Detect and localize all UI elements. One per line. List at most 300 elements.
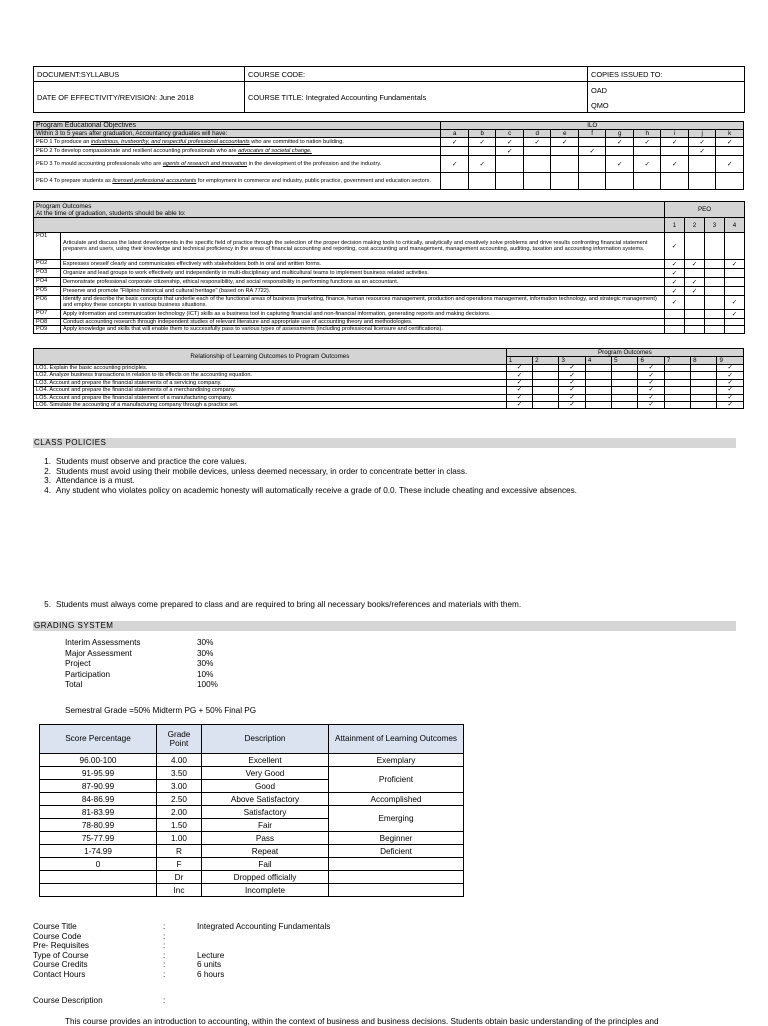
peo-check bbox=[661, 173, 689, 190]
grade-row bbox=[40, 767, 464, 780]
lo-check bbox=[664, 387, 690, 394]
policy-text: Students must observe and practice the core values. bbox=[56, 457, 247, 466]
po-check bbox=[665, 318, 685, 325]
course-description-label: Course Description bbox=[33, 996, 103, 1005]
lo-row bbox=[34, 379, 744, 386]
lo-check: ✓ bbox=[506, 402, 532, 409]
policy-number: 3. bbox=[44, 476, 51, 485]
lo-check bbox=[691, 372, 717, 379]
peo-check bbox=[688, 173, 716, 190]
lo-check: ✓ bbox=[506, 379, 532, 386]
lo-row bbox=[34, 365, 744, 372]
lo-check bbox=[691, 387, 717, 394]
grade-point: 3.50 bbox=[157, 767, 202, 780]
lo-row bbox=[34, 394, 744, 401]
lo-text: LO6. Simulate the accounting of a manufacturing company through a practice set. bbox=[34, 402, 507, 409]
peo-check: ✓ bbox=[688, 147, 716, 156]
po-title: Program Outcomes bbox=[36, 203, 92, 210]
grade-attainment: Exemplary bbox=[329, 754, 464, 767]
course-title-label: COURSE TITLE: Integrated Accounting Fundamentals bbox=[245, 82, 588, 113]
ilo-col-k: k bbox=[716, 130, 744, 138]
po-check: ✓ bbox=[685, 287, 705, 296]
po-id: PO6 bbox=[34, 296, 61, 310]
ilo-label: ILO bbox=[441, 122, 744, 130]
peo-check: ✓ bbox=[661, 138, 689, 147]
po-row bbox=[34, 318, 745, 325]
peo-check bbox=[551, 147, 579, 156]
po-row bbox=[34, 287, 745, 296]
lo-check: ✓ bbox=[638, 394, 664, 401]
grade-attainment-empty bbox=[329, 884, 464, 897]
grading-component-label: Total bbox=[65, 680, 83, 690]
grading-component-label: Participation bbox=[65, 669, 111, 679]
grade-description: Pass bbox=[202, 832, 329, 845]
po-check: ✓ bbox=[725, 309, 745, 318]
po-col-3: 3 bbox=[559, 357, 585, 365]
po-row bbox=[34, 269, 745, 278]
po-check bbox=[705, 233, 725, 260]
course-info-colon: : bbox=[163, 960, 166, 970]
grading-component-label: Interim Assessments bbox=[65, 638, 141, 647]
po-check bbox=[685, 233, 705, 260]
grade-description: Above Satisfactory bbox=[202, 793, 329, 806]
grade-score bbox=[40, 871, 157, 884]
po-row bbox=[34, 326, 745, 333]
peo-subtitle: Within 3 to 5 years after graduation, Accountancy graduates will have: bbox=[34, 130, 441, 138]
grade-point: Dr bbox=[157, 871, 202, 884]
po-id: PO4 bbox=[34, 278, 61, 287]
peo-check: ✓ bbox=[661, 156, 689, 173]
lo-check bbox=[533, 365, 559, 372]
po-col-7: 7 bbox=[664, 357, 690, 365]
peo-check bbox=[496, 156, 524, 173]
th-attainment: Attainment of Learning Outcomes bbox=[329, 725, 464, 754]
grade-attainment-empty bbox=[329, 858, 464, 871]
po-col-1: 1 bbox=[506, 357, 532, 365]
grading-component-value: 30% bbox=[197, 659, 214, 669]
grade-score bbox=[40, 884, 157, 897]
course-info-label: Course Credits bbox=[33, 960, 88, 970]
po-id: PO9 bbox=[34, 326, 61, 333]
po-col-4: 4 bbox=[585, 357, 611, 365]
po-check bbox=[725, 269, 745, 278]
grading-component-value: 10% bbox=[197, 669, 214, 679]
ilo-col-d: d bbox=[523, 130, 551, 138]
lo-check: ✓ bbox=[506, 387, 532, 394]
po-check bbox=[725, 278, 745, 287]
policy-item bbox=[33, 476, 577, 486]
peo-label: PEO bbox=[665, 202, 745, 218]
course-info-colon: : bbox=[163, 931, 166, 941]
po-row bbox=[34, 309, 745, 318]
grading-component-row bbox=[65, 680, 265, 691]
peo-text-emph: advocates of societal change. bbox=[238, 147, 312, 154]
course-description-text: This course provides an introduction to accounting, within the context of business and business decisions. Students obtain basic understanding of the principles and bbox=[65, 1017, 659, 1026]
grade-description: Fail bbox=[202, 858, 329, 871]
po-check bbox=[705, 296, 725, 310]
ilo-col-i: i bbox=[661, 130, 689, 138]
po-row bbox=[34, 278, 745, 287]
po-check bbox=[685, 269, 705, 278]
po-check bbox=[705, 278, 725, 287]
lo-check bbox=[664, 365, 690, 372]
peo-text-emph: licensed professional accountants bbox=[112, 177, 197, 184]
grade-point: 2.50 bbox=[157, 793, 202, 806]
course-description-colon: : bbox=[163, 996, 166, 1005]
po-check bbox=[685, 318, 705, 325]
lo-check bbox=[533, 372, 559, 379]
grade-point: 4.00 bbox=[157, 754, 202, 767]
peo-text bbox=[34, 156, 441, 173]
grade-score: 84-86.99 bbox=[40, 793, 157, 806]
po-text: Preserve and promote "Filipino historical and cultural heritage" (based on RA 7722). bbox=[61, 287, 665, 296]
copy-oad: OAD bbox=[588, 82, 745, 99]
po-id: PO3 bbox=[34, 269, 61, 278]
peo-check: ✓ bbox=[468, 156, 496, 173]
peo-text bbox=[34, 147, 441, 156]
grade-row bbox=[40, 793, 464, 806]
lo-check: ✓ bbox=[559, 379, 585, 386]
grade-table bbox=[39, 724, 464, 897]
th-score-percentage: Score Percentage bbox=[40, 725, 157, 754]
peo-text-pre: PEO 1 To produce an bbox=[36, 138, 91, 145]
policy-item bbox=[33, 600, 521, 610]
lo-text: LO4. Account and prepare the financial statements of a merchandising company. bbox=[34, 387, 507, 394]
peo-check: ✓ bbox=[606, 138, 634, 147]
lo-text: LO3. Account and prepare the financial statements of a servicing company. bbox=[34, 379, 507, 386]
effectivity-label: DATE OF EFFECTIVITY/REVISION: June 2018 bbox=[34, 82, 245, 113]
lo-text: LO1. Explain the basic accounting principles. bbox=[34, 365, 507, 372]
peo-title: Program Educational Objectives bbox=[34, 122, 441, 130]
lo-check: ✓ bbox=[559, 394, 585, 401]
peo-text-pre: PEO 3 To mould accounting professionals who are bbox=[36, 160, 163, 167]
lo-check bbox=[585, 387, 611, 394]
lo-check: ✓ bbox=[506, 372, 532, 379]
course-info-colon: : bbox=[163, 922, 166, 931]
grading-system-heading: GRADING SYSTEM bbox=[33, 621, 736, 631]
po-col-5: 5 bbox=[612, 357, 638, 365]
po-check bbox=[725, 326, 745, 333]
lo-check: ✓ bbox=[717, 387, 744, 394]
po-check bbox=[705, 287, 725, 296]
lo-check bbox=[664, 402, 690, 409]
po-header-spacer bbox=[34, 218, 665, 233]
lo-check bbox=[585, 372, 611, 379]
policy-number: 1. bbox=[44, 457, 51, 466]
ilo-col-c: c bbox=[496, 130, 524, 138]
po-check bbox=[725, 287, 745, 296]
po-check: ✓ bbox=[665, 296, 685, 310]
course-info-value: Lecture bbox=[197, 950, 225, 960]
po-row bbox=[34, 296, 745, 310]
policy-number: 5. bbox=[44, 600, 51, 609]
grade-row bbox=[40, 858, 464, 871]
grade-score: 87-90.99 bbox=[40, 780, 157, 793]
lo-check bbox=[533, 387, 559, 394]
policy-number: 4. bbox=[44, 485, 51, 495]
course-info-colon: : bbox=[163, 970, 166, 979]
peo-check: ✓ bbox=[551, 138, 579, 147]
po-check bbox=[725, 318, 745, 325]
peo-check bbox=[551, 156, 579, 173]
th-grade-point: Grade Point bbox=[157, 725, 202, 754]
lo-check: ✓ bbox=[559, 365, 585, 372]
program-outcomes-label: Program Outcomes bbox=[506, 349, 743, 357]
peo-check bbox=[606, 147, 634, 156]
class-policies-list-continued bbox=[33, 600, 521, 610]
ilo-col-f: f bbox=[578, 130, 606, 138]
peo-check bbox=[551, 173, 579, 190]
peo-check bbox=[523, 147, 551, 156]
grade-score: 91-95.99 bbox=[40, 767, 157, 780]
peo-col-1: 1 bbox=[665, 218, 685, 233]
grade-point: 3.00 bbox=[157, 780, 202, 793]
course-info-label: Type of Course bbox=[33, 950, 89, 960]
peo-row bbox=[34, 138, 744, 147]
grade-score: 75-77.99 bbox=[40, 832, 157, 845]
course-info-label: Contact Hours bbox=[33, 970, 86, 979]
lo-check bbox=[664, 372, 690, 379]
lo-check bbox=[585, 365, 611, 372]
grade-row bbox=[40, 806, 464, 819]
po-check bbox=[665, 309, 685, 318]
lo-check bbox=[612, 379, 638, 386]
po-row bbox=[34, 233, 745, 260]
po-col-9: 9 bbox=[717, 357, 744, 365]
policy-text: Attendance is a must. bbox=[56, 476, 135, 485]
peo-text bbox=[34, 138, 441, 147]
grading-component-row bbox=[65, 670, 265, 681]
peo-check bbox=[468, 147, 496, 156]
po-check: ✓ bbox=[665, 260, 685, 269]
grade-attainment: Accomplished bbox=[329, 793, 464, 806]
peo-check: ✓ bbox=[441, 156, 469, 173]
lo-check bbox=[664, 379, 690, 386]
po-check: ✓ bbox=[725, 260, 745, 269]
po-col-8: 8 bbox=[691, 357, 717, 365]
po-id: PO1 bbox=[34, 233, 61, 260]
grade-row bbox=[40, 832, 464, 845]
lo-check: ✓ bbox=[506, 394, 532, 401]
lo-check bbox=[612, 365, 638, 372]
peo-check bbox=[716, 147, 744, 156]
peo-col-3: 3 bbox=[705, 218, 725, 233]
po-text: Conduct accounting research through independent studies of relevant literature and appropriate use of accounting theory and methodologies. bbox=[61, 318, 665, 325]
course-info-colon: : bbox=[163, 941, 166, 951]
po-text: Apply knowledge and skills that will enable them to successfully pass to various types of assessments (including professional licensure and certifications). bbox=[61, 326, 665, 333]
ilo-col-e: e bbox=[551, 130, 579, 138]
peo-check: ✓ bbox=[716, 156, 744, 173]
po-check: ✓ bbox=[665, 269, 685, 278]
peo-col-4: 4 bbox=[725, 218, 745, 233]
policy-item bbox=[33, 457, 577, 467]
lo-check: ✓ bbox=[559, 372, 585, 379]
peo-check: ✓ bbox=[688, 138, 716, 147]
lo-check bbox=[585, 402, 611, 409]
peo-check bbox=[523, 173, 551, 190]
po-text: Articulate and discuss the latest developments in the specific field of practice through the selection of the proper decision making tools to critically, analytically and creatively solve problems and drive results confronting financial statement preparers and users, using their knowledge and technical proficiency in the areas of financial accounting and reporting, cost accounting and management, management accounting, auditing, taxation and accounting information systems. bbox=[61, 233, 665, 260]
po-text: Expresses oneself clearly and communicates effectively with stakeholders both in oral and written forms. bbox=[61, 260, 665, 269]
policy-text: Students must always come prepared to class and are required to bring all necessary books/references and materials with them. bbox=[56, 600, 522, 609]
peo-check bbox=[441, 173, 469, 190]
lo-text: LO2. Analyze business transactions in relation to its effects on the accounting equation. bbox=[34, 372, 507, 379]
po-id: PO7 bbox=[34, 309, 61, 318]
po-table bbox=[33, 201, 745, 334]
policy-number: 2. bbox=[44, 466, 51, 476]
policy-item bbox=[33, 467, 577, 477]
lo-check: ✓ bbox=[638, 402, 664, 409]
peo-check bbox=[578, 173, 606, 190]
po-check bbox=[685, 309, 705, 318]
grade-row bbox=[40, 871, 464, 884]
lo-check: ✓ bbox=[717, 402, 744, 409]
lo-check: ✓ bbox=[717, 372, 744, 379]
th-description: Description bbox=[202, 725, 329, 754]
grading-component-value: 100% bbox=[197, 680, 218, 690]
document-label: DOCUMENT:SYLLABUS bbox=[34, 67, 245, 82]
peo-text-post: in the development of the profession and the industry. bbox=[247, 160, 382, 167]
po-check bbox=[705, 309, 725, 318]
po-id: PO5 bbox=[34, 287, 61, 296]
copy-qmo: QMO bbox=[588, 98, 745, 112]
po-check: ✓ bbox=[725, 296, 745, 310]
lo-check bbox=[612, 372, 638, 379]
po-check bbox=[705, 318, 725, 325]
po-check bbox=[705, 269, 725, 278]
peo-check bbox=[633, 173, 661, 190]
ilo-col-b: b bbox=[468, 130, 496, 138]
lo-check: ✓ bbox=[717, 394, 744, 401]
grading-component-label: Project bbox=[65, 659, 91, 669]
po-check: ✓ bbox=[685, 260, 705, 269]
po-text: Identify and describe the basic concepts that underlie each of the functional areas of business (marketing, finance, human resources management, production and operations management, information technology, and strategic management) and employ these concepts in various business situations. bbox=[61, 296, 665, 310]
peo-text bbox=[34, 173, 441, 190]
peo-check bbox=[661, 147, 689, 156]
grade-score: 1-74.99 bbox=[40, 845, 157, 858]
peo-text-pre: PEO 2 To develop compassionate and resilient accounting professionals who are bbox=[36, 147, 239, 154]
po-col-2: 2 bbox=[533, 357, 559, 365]
po-check: ✓ bbox=[665, 287, 685, 296]
lo-check bbox=[585, 394, 611, 401]
lo-check: ✓ bbox=[559, 387, 585, 394]
lo-check bbox=[612, 402, 638, 409]
po-check: ✓ bbox=[665, 233, 685, 260]
grade-point: Inc bbox=[157, 884, 202, 897]
lo-check bbox=[533, 379, 559, 386]
grade-description: Repeat bbox=[202, 845, 329, 858]
peo-check bbox=[716, 173, 744, 190]
po-id: PO2 bbox=[34, 260, 61, 269]
peo-check: ✓ bbox=[523, 138, 551, 147]
course-info-label: Course Code bbox=[33, 931, 82, 941]
grade-row bbox=[40, 845, 464, 858]
peo-table bbox=[33, 121, 744, 190]
course-info-value: 6 units bbox=[197, 960, 222, 970]
grade-description: Excellent bbox=[202, 754, 329, 767]
grade-point: 1.50 bbox=[157, 819, 202, 832]
semestral-grade-formula: Semestral Grade =50% Midterm PG + 50% Final PG bbox=[65, 706, 257, 715]
peo-check bbox=[523, 156, 551, 173]
peo-check: ✓ bbox=[468, 138, 496, 147]
grade-score: 96.00-100 bbox=[40, 754, 157, 767]
peo-text-emph: agents of research and innovation bbox=[162, 160, 248, 167]
lo-check bbox=[533, 394, 559, 401]
lo-check bbox=[691, 379, 717, 386]
grading-component-row bbox=[65, 638, 265, 649]
grade-description: Very Good bbox=[202, 767, 329, 780]
peo-check: ✓ bbox=[441, 138, 469, 147]
class-policies-list bbox=[33, 457, 577, 495]
lo-row bbox=[34, 372, 744, 379]
grade-point: F bbox=[157, 858, 202, 871]
peo-check bbox=[688, 156, 716, 173]
grade-description: Dropped officially bbox=[202, 871, 329, 884]
po-check bbox=[685, 326, 705, 333]
policy-item bbox=[33, 486, 577, 496]
lo-check: ✓ bbox=[717, 365, 744, 372]
course-info-value: Integrated Accounting Fundamentals bbox=[197, 922, 331, 931]
grade-description: Fair bbox=[202, 819, 329, 832]
peo-check: ✓ bbox=[606, 156, 634, 173]
peo-check: ✓ bbox=[633, 138, 661, 147]
grading-component-value: 30% bbox=[197, 648, 214, 658]
grade-attainment: Emerging bbox=[329, 806, 464, 832]
class-policies-heading: CLASS POLICIES bbox=[33, 438, 736, 448]
course-info-label: Pre- Requisites bbox=[33, 941, 89, 951]
peo-check bbox=[441, 147, 469, 156]
lo-title: Relationship of Learning Outcomes to Program Outcomes bbox=[34, 349, 507, 365]
po-check: ✓ bbox=[665, 278, 685, 287]
peo-check bbox=[578, 138, 606, 147]
lo-check bbox=[533, 402, 559, 409]
grade-description: Incomplete bbox=[202, 884, 329, 897]
po-check: ✓ bbox=[685, 278, 705, 287]
grade-row bbox=[40, 754, 464, 767]
ilo-col-j: j bbox=[688, 130, 716, 138]
po-col-6: 6 bbox=[638, 357, 664, 365]
grade-attainment: Deficient bbox=[329, 845, 464, 858]
po-header-cell bbox=[34, 202, 665, 218]
grade-score: 81-83.99 bbox=[40, 806, 157, 819]
grade-attainment: Beginner bbox=[329, 832, 464, 845]
peo-check bbox=[606, 173, 634, 190]
grade-description: Good bbox=[202, 780, 329, 793]
lo-check: ✓ bbox=[506, 365, 532, 372]
peo-check: ✓ bbox=[578, 147, 606, 156]
peo-text-emph: industrious, trustworthy, and respectful professional accountants bbox=[90, 138, 250, 145]
peo-check: ✓ bbox=[633, 156, 661, 173]
grade-score: 0 bbox=[40, 858, 157, 871]
course-code-label: COURSE CODE: bbox=[245, 67, 588, 82]
lo-row bbox=[34, 387, 744, 394]
copies-issued-label: COPIES ISSUED TO: bbox=[588, 67, 745, 82]
po-id: PO8 bbox=[34, 318, 61, 325]
peo-text-pre: PEO 4 To prepare students as bbox=[36, 177, 113, 184]
grade-point: 2.00 bbox=[157, 806, 202, 819]
po-check bbox=[705, 260, 725, 269]
peo-col-2: 2 bbox=[685, 218, 705, 233]
po-check bbox=[665, 326, 685, 333]
peo-check bbox=[468, 173, 496, 190]
course-info-value: 6 hours bbox=[197, 970, 225, 979]
grading-component-label: Major Assessment bbox=[65, 648, 132, 658]
course-info-colon: : bbox=[163, 950, 166, 960]
peo-row bbox=[34, 147, 744, 156]
grade-attainment: Proficient bbox=[329, 767, 464, 793]
lo-check bbox=[585, 379, 611, 386]
po-text: Organize and lead groups to work effectively and independently in multi-disciplinary and multicultural teams to implement business related activities. bbox=[61, 269, 665, 278]
grading-component-value: 30% bbox=[197, 638, 214, 647]
